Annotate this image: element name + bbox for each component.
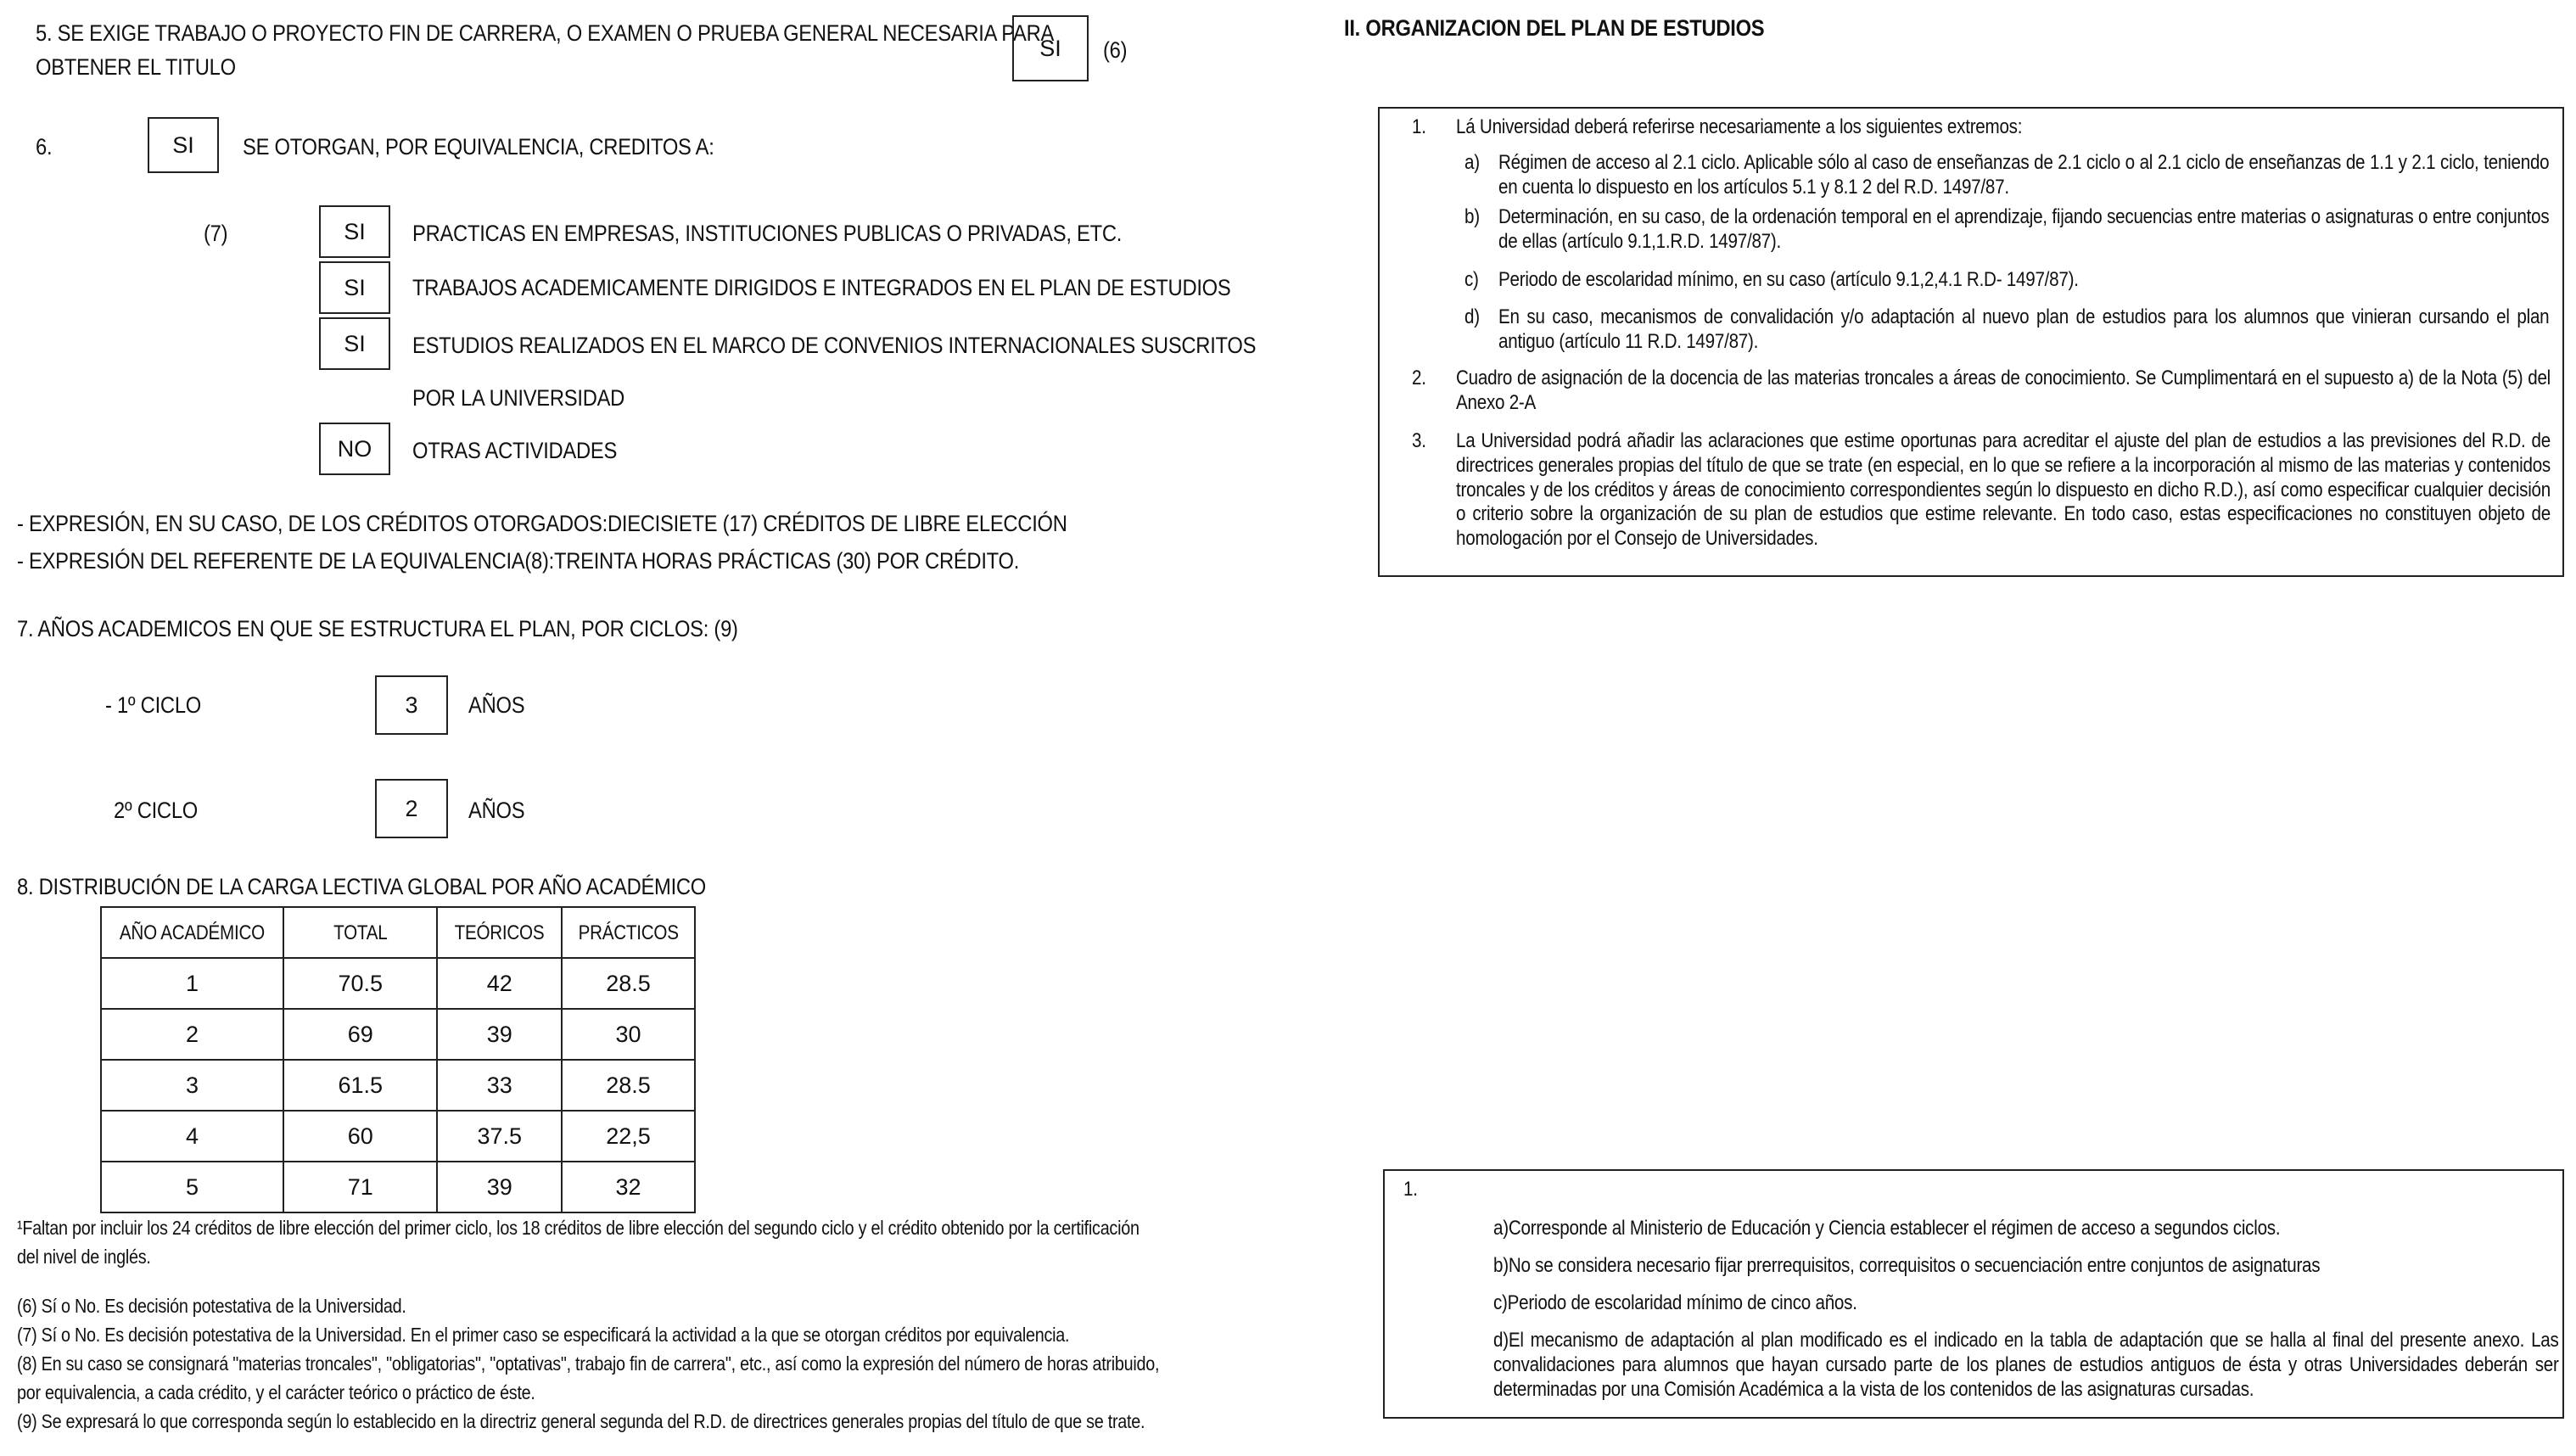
instr-2-text: Cuadro de asignación de la docencia de las materias troncales a áreas de conocimiento. Se Cumplimentará en el supuesto a) de la Nota (5) del Anexo 2-A <box>1456 367 2551 414</box>
equivalence-expression: - EXPRESIÓN DEL REFERENTE DE LA EQUIVALENCIA(8):TREINTA HORAS PRÁCTICAS (30) POR CRÉDITO. <box>17 548 1020 574</box>
instr-sub-c-text: Periodo de escolaridad mínimo, en su caso (artículo 9.1,2,4.1 R.D- 1497/87). <box>1498 268 2079 291</box>
option-label-2: TRABAJOS ACADEMICAMENTE DIRIGIDOS E INTEGRADOS EN EL PLAN DE ESTUDIOS <box>412 275 1231 300</box>
table-header-row <box>101 907 695 958</box>
cell-theory: 39 <box>437 1009 562 1060</box>
instr-sub-a-text: Régimen de acceso al 2.1 ciclo. Aplicable sólo al caso de enseñanzas de 2.1 ciclo o al 2.1 ciclo de enseñanzas de 1.1 y 2.1 ciclo, teniendo en cuenta lo dispuesto en los artículos 5.1 y 8.1 2 del R.D. 1497/87. <box>1498 151 2550 199</box>
load-distribution-table <box>100 906 696 1213</box>
instr-3-number: 3. <box>1412 429 1426 452</box>
cycle2-box <box>375 779 448 838</box>
col-header-theory: TEÓRICOS <box>437 907 562 958</box>
cell-total: 70.5 <box>283 958 437 1009</box>
answer-d: d)El mecanismo de adaptación al plan modificado es el indicado en la tabla de adaptación que se halla al final del presente anexo. Las convalidaciones para alumnos que hayan cursado parte de los planes de estudios antiguos de ésta y otras Universidades deberán ser determinadas por una Comisión Académica a la vista de los contenidos de las asignaturas cursadas. <box>1493 1329 2559 1401</box>
option-label-1: PRACTICAS EN EMPRESAS, INSTITUCIONES PUBLICAS O PRIVADAS, ETC. <box>412 221 1123 246</box>
note-8-cont: por equivalencia, a cada crédito, y el carácter teórico o práctico de éste. <box>17 1381 535 1403</box>
option-box-3 <box>319 317 390 370</box>
credits-expression: - EXPRESIÓN, EN SU CASO, DE LOS CRÉDITOS OTORGADOS:DIECISIETE (17) CRÉDITOS DE LIBRE ELECCIÓN <box>17 511 1067 536</box>
section-heading: II. ORGANIZACION DEL PLAN DE ESTUDIOS <box>1344 15 1765 41</box>
cell-year: 1 <box>101 958 283 1009</box>
cell-year: 2 <box>101 1009 283 1060</box>
note-6: (6) Sí o No. Es decisión potestativa de la Universidad. <box>17 1295 406 1317</box>
table-row <box>101 958 695 1009</box>
instr-sub-b-text: Determinación, en su caso, de la ordenación temporal en el aprendizaje, fijando secuencias entre materias o asignaturas o entre conjuntos de ellas (artículo 9.1,1.R.D. 1497/87). <box>1498 205 2550 253</box>
cell-practice: 28.5 <box>562 958 695 1009</box>
table-footnote-1: ¹Faltan por incluir los 24 créditos de libre elección del primer ciclo, los 18 créditos de libre elección del segundo ciclo y el crédito obtenido por la certificación <box>17 1217 1140 1239</box>
cell-total: 69 <box>283 1009 437 1060</box>
cell-year: 5 <box>101 1162 283 1212</box>
cell-total: 71 <box>283 1162 437 1212</box>
cycle2-label: 2º CICLO <box>114 798 198 823</box>
instr-sub-d-letter: d) <box>1464 305 1480 328</box>
instr-sub-d-text: En su caso, mecanismos de convalidación y/o adaptación al nuevo plan de estudios para los alumnos que vinieran cursando el plan antiguo (artículo 11 R.D. 1497/87). <box>1498 305 2550 353</box>
answers-number: 1. <box>1403 1178 1418 1201</box>
col-header-year: AÑO ACADÉMICO <box>101 907 283 958</box>
instr-2-number: 2. <box>1412 367 1426 389</box>
option-value-1: SI <box>344 218 366 244</box>
answer-c: c)Periodo de escolaridad mínimo de cinco años. <box>1493 1291 1857 1314</box>
cell-theory: 33 <box>437 1060 562 1111</box>
table-footnote-2: del nivel de inglés. <box>17 1246 151 1268</box>
col-header-practice: PRÁCTICOS <box>562 907 695 958</box>
instr-sub-c-letter: c) <box>1464 268 1479 291</box>
item6-value: SI <box>172 132 194 158</box>
note-8: (8) En su caso se consignará "materias troncales", "obligatorias", "optativas", trabajo fin de carrera", etc., así como la expresión del número de horas atribuido, <box>17 1352 1160 1375</box>
item6-label: SE OTORGAN, POR EQUIVALENCIA, CREDITOS A: <box>243 134 714 160</box>
item8-title: 8. DISTRIBUCIÓN DE LA CARGA LECTIVA GLOBAL POR AÑO ACADÉMICO <box>17 874 707 899</box>
item5-value-box <box>1012 15 1089 81</box>
option-box-4 <box>319 423 390 475</box>
cell-practice: 22,5 <box>562 1111 695 1162</box>
cell-theory: 39 <box>437 1162 562 1212</box>
item5-line1: 5. SE EXIGE TRABAJO O PROYECTO FIN DE CARRERA, O EXAMEN O PRUEBA GENERAL NECESARIA PARA <box>36 20 1055 46</box>
option-label-3: ESTUDIOS REALIZADOS EN EL MARCO DE CONVENIOS INTERNACIONALES SUSCRITOS <box>412 333 1257 358</box>
instr-3-text: La Universidad podrá añadir las aclaraciones que estime oportunas para acreditar el ajuste del plan de estudios a las previsiones del R.D. de directrices generales propias del título de que se trate (en especial, en lo que se refiere a la incorporación al mismo de las materias y contenidos troncales y de los créditos y áreas de conocimiento correspondientes según lo dispuesto en dicho R.D.), así como especificar cualquier decisión o criterio sobre la organización de su plan de estudios que estime relevante. En todo caso, estas especificaciones no constituyen objeto de homologación por el Consejo de Universidades. <box>1456 429 2551 551</box>
cell-practice: 32 <box>562 1162 695 1212</box>
table-row <box>101 1009 695 1060</box>
item6-number: 6. <box>36 134 53 160</box>
cell-year: 3 <box>101 1060 283 1111</box>
instructions-box <box>1378 107 2564 577</box>
answers-box <box>1383 1169 2564 1419</box>
cell-practice: 30 <box>562 1009 695 1060</box>
table-row <box>101 1111 695 1162</box>
cycle1-box <box>375 675 448 735</box>
item5-value: SI <box>1039 35 1061 61</box>
note-9: (9) Se expresará lo que corresponda según lo establecido en la directriz general segunda del R.D. de directrices generales propias del título de que se trate. <box>17 1410 1145 1432</box>
cycle2-unit: AÑOS <box>468 798 525 823</box>
answer-a: a)Corresponde al Ministerio de Educación y Ciencia establecer el régimen de acceso a segundos ciclos. <box>1493 1217 2281 1240</box>
cell-total: 61.5 <box>283 1060 437 1111</box>
answer-b: b)No se considera necesario fijar prerrequisitos, correquisitos o secuenciación entre conjuntos de asignaturas <box>1493 1254 2321 1277</box>
note-7: (7) Sí o No. Es decisión potestativa de la Universidad. En el primer caso se especificará la actividad a la que se otorgan créditos por equivalencia. <box>17 1324 1070 1346</box>
option-value-3: SI <box>344 330 366 356</box>
cycle1-label: - 1º CICLO <box>105 692 201 718</box>
instr-sub-b-letter: b) <box>1464 205 1480 228</box>
cell-practice: 28.5 <box>562 1060 695 1111</box>
cycle1-unit: AÑOS <box>468 692 525 718</box>
instr-1-text: Lá Universidad deberá referirse necesariamente a los siguientes extremos: <box>1456 115 2023 138</box>
option-label-4: OTRAS ACTIVIDADES <box>412 438 618 463</box>
cycle2-value: 2 <box>405 795 418 821</box>
option-box-1 <box>319 205 390 258</box>
item7-title: 7. AÑOS ACADEMICOS EN QUE SE ESTRUCTURA EL PLAN, POR CICLOS: (9) <box>17 616 738 641</box>
table-row <box>101 1162 695 1212</box>
cell-total: 60 <box>283 1111 437 1162</box>
item6-note: (7) <box>204 221 228 246</box>
cell-theory: 42 <box>437 958 562 1009</box>
option-value-2: SI <box>344 274 366 300</box>
option-value-4: NO <box>337 435 372 462</box>
item6-value-box <box>148 117 219 173</box>
cell-theory: 37.5 <box>437 1111 562 1162</box>
table-row <box>101 1060 695 1111</box>
item5-line2: OBTENER EL TITULO <box>36 54 236 80</box>
instr-sub-a-letter: a) <box>1464 151 1480 174</box>
col-header-total: TOTAL <box>283 907 437 958</box>
item5-note: (6) <box>1103 37 1128 63</box>
option-label-3b: POR LA UNIVERSIDAD <box>412 385 625 411</box>
option-box-2 <box>319 261 390 314</box>
instr-1-number: 1. <box>1412 115 1426 138</box>
cell-year: 4 <box>101 1111 283 1162</box>
cycle1-value: 3 <box>405 692 418 718</box>
